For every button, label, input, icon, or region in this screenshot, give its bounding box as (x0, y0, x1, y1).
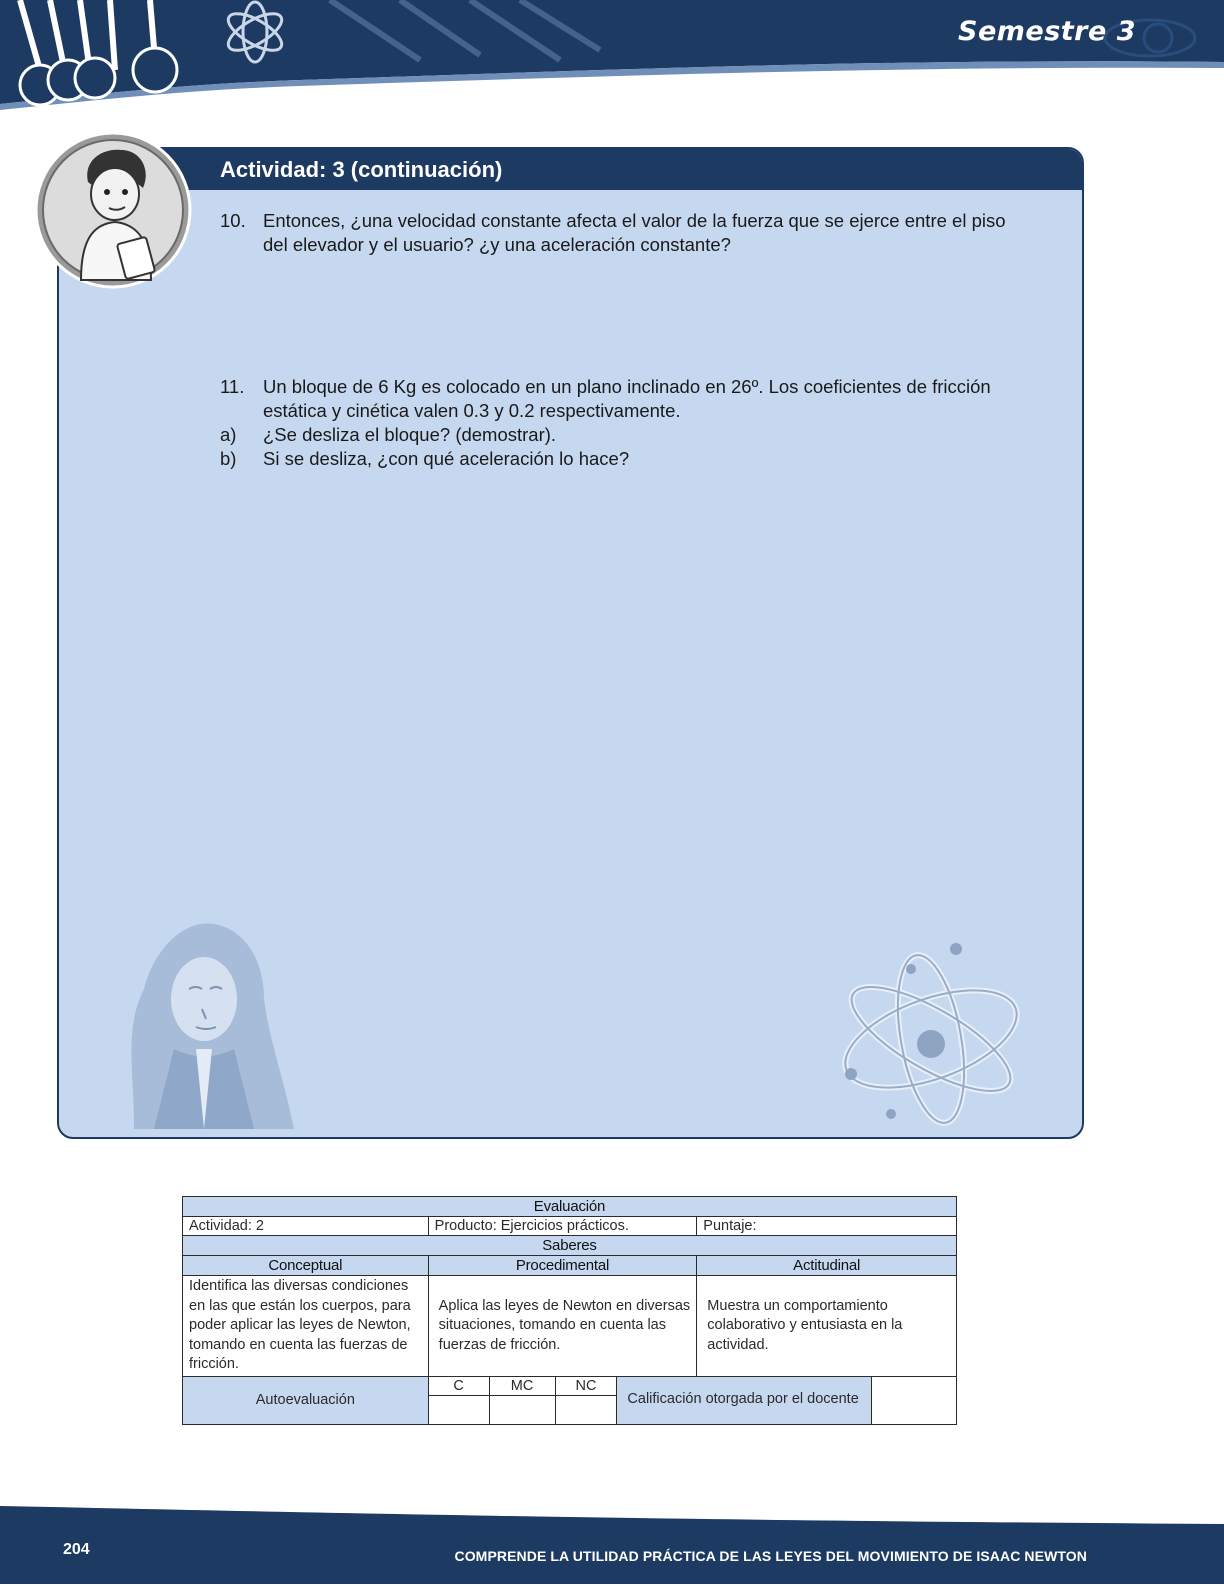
question-text-line: estática y cinética valen 0.3 y 0.2 respectivamente. (263, 400, 681, 421)
evaluation-title: Evaluación (183, 1197, 957, 1217)
question-text-line: del elevador y el usuario? ¿y una aceleración constante? (263, 234, 731, 255)
student-avatar (33, 130, 193, 290)
procedimental-header: Procedimental (428, 1256, 697, 1276)
page-number: 204 (63, 1541, 90, 1558)
score-cell: Puntaje: (697, 1217, 957, 1236)
autoevaluacion-label: Autoevaluación (183, 1376, 429, 1424)
nc-field[interactable] (555, 1395, 617, 1424)
question-text-line: Entonces, ¿una velocidad constante afecta el valor de la fuerza que se ejerce entre el piso (263, 210, 1006, 231)
conceptual-text: Identifica las diversas condiciones en las que están los cuerpos, para poder aplicar las leyes de Newton, tomando en cuenta las fuerzas de fricción. (183, 1276, 429, 1377)
activity-cell: Actividad: 2 (183, 1217, 429, 1236)
evaluation-table (182, 1196, 957, 1425)
c-field[interactable] (428, 1395, 489, 1424)
question-number: 11. (220, 376, 245, 397)
footer-graphic (0, 1494, 1224, 1584)
subquestion-text: Si se desliza, ¿con qué aceleración lo hace? (263, 448, 630, 469)
activity-title: Actividad: 3 (continuación) (220, 157, 503, 182)
footer-title: COMPRENDE LA UTILIDAD PRÁCTICA DE LAS LEYES DEL MOVIMIENTO DE ISAAC NEWTON (454, 1548, 1087, 1564)
teacher-grade-field[interactable] (872, 1376, 957, 1424)
activity-header (59, 149, 1082, 190)
saberes-header: Saberes (183, 1236, 957, 1256)
mc-field[interactable] (489, 1395, 555, 1424)
mc-header: MC (489, 1376, 555, 1395)
activity-panel (57, 147, 1084, 1139)
question-text-line: Un bloque de 6 Kg es colocado en un plano inclinado en 26º. Los coeficientes de fricción (263, 376, 991, 397)
actitudinal-text: Muestra un comportamiento colaborativo y entusiasta en la actividad. (697, 1276, 957, 1377)
footer-banner (0, 1494, 1224, 1584)
newton-portrait-illustration (104, 909, 294, 1129)
atom-illustration (831, 929, 1031, 1129)
subquestion-text: ¿Se desliza el bloque? (demostrar). (263, 424, 557, 445)
c-header: C (428, 1376, 489, 1395)
semester-label: Semestre 3 (958, 16, 1136, 47)
subquestion-label: b) (220, 448, 237, 469)
procedimental-text: Aplica las leyes de Newton en diversas situaciones, tomando en cuenta las fuerzas de fricción. (428, 1276, 697, 1377)
actitudinal-header: Actitudinal (697, 1256, 957, 1276)
product-cell: Producto: Ejercicios prácticos. (428, 1217, 697, 1236)
nc-header: NC (555, 1376, 617, 1395)
question-number: 10. (220, 210, 246, 231)
subquestion-label: a) (220, 424, 237, 445)
conceptual-header: Conceptual (183, 1256, 429, 1276)
teacher-grade-label: Calificación otorgada por el docente (617, 1376, 872, 1424)
